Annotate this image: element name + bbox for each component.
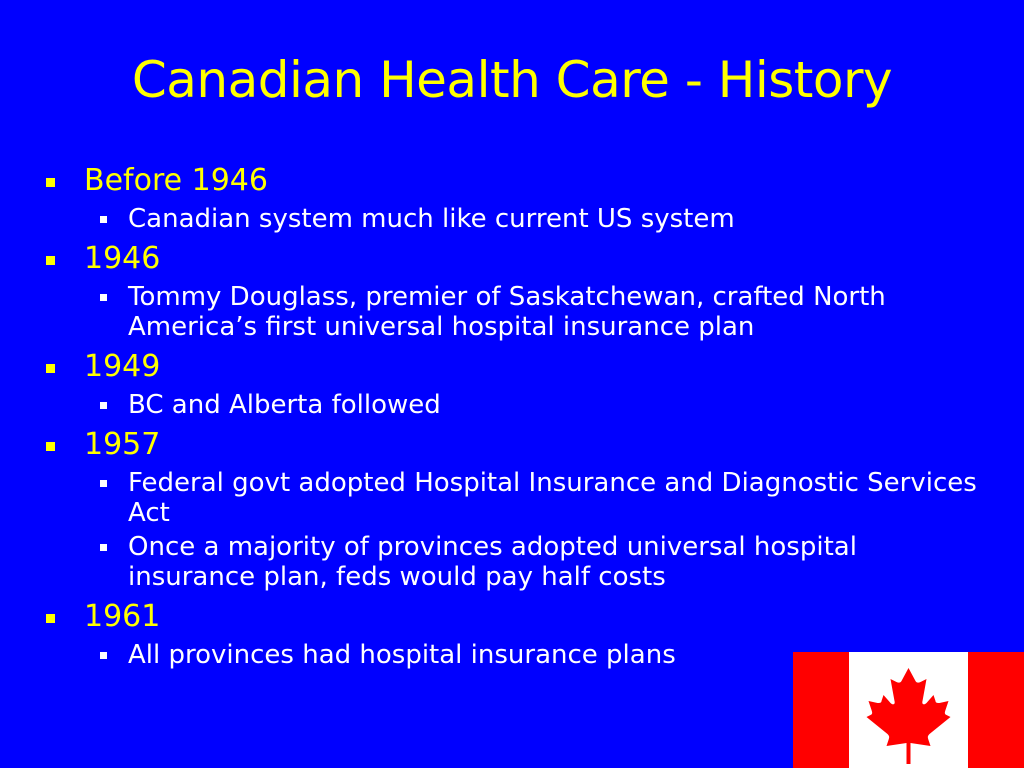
bullet-square-icon — [46, 442, 55, 451]
sub-bullet-text: All provinces had hospital insurance plans — [128, 640, 676, 670]
sub-bullet-item — [44, 282, 984, 342]
slide-title: Canadian Health Care - History — [131, 51, 893, 109]
bullet-item — [44, 240, 984, 278]
bullet-heading: 1957 — [84, 427, 161, 462]
sub-bullet-item — [44, 468, 984, 528]
sub-bullet-square-icon — [100, 402, 107, 409]
sub-bullet-text: BC and Alberta followed — [128, 390, 441, 420]
bullet-square-icon — [46, 178, 55, 187]
canadian-flag-icon — [793, 652, 1024, 768]
sub-bullet-item — [44, 390, 984, 420]
sub-bullet-square-icon — [100, 216, 107, 223]
bullet-heading: 1949 — [84, 349, 161, 384]
bullet-item — [44, 426, 984, 464]
sub-bullet-item — [44, 532, 984, 592]
sub-bullet-square-icon — [100, 294, 107, 301]
bullet-list — [44, 162, 984, 670]
sub-bullet-text: Federal govt adopted Hospital Insurance and Diagnostic Services Act — [128, 468, 977, 528]
bullet-item — [44, 348, 984, 386]
sub-bullet-text: Once a majority of provinces adopted universal hospital insurance plan, feds would pay half costs — [128, 532, 857, 592]
bullet-heading: Before 1946 — [84, 163, 268, 198]
bullet-item — [44, 598, 984, 636]
bullet-square-icon — [46, 614, 55, 623]
bullet-heading: 1946 — [84, 241, 161, 276]
bullet-heading: 1961 — [84, 599, 161, 634]
bullet-square-icon — [46, 256, 55, 265]
sub-bullet-item — [44, 204, 984, 234]
sub-bullet-text: Tommy Douglass, premier of Saskatchewan, crafted North America’s first universal hospital insurance plan — [128, 282, 886, 342]
sub-bullet-text: Canadian system much like current US system — [128, 204, 735, 234]
sub-bullet-square-icon — [100, 544, 107, 551]
sub-bullet-square-icon — [100, 652, 107, 659]
bullet-square-icon — [46, 364, 55, 373]
bullet-item — [44, 162, 984, 200]
sub-bullet-square-icon — [100, 480, 107, 487]
